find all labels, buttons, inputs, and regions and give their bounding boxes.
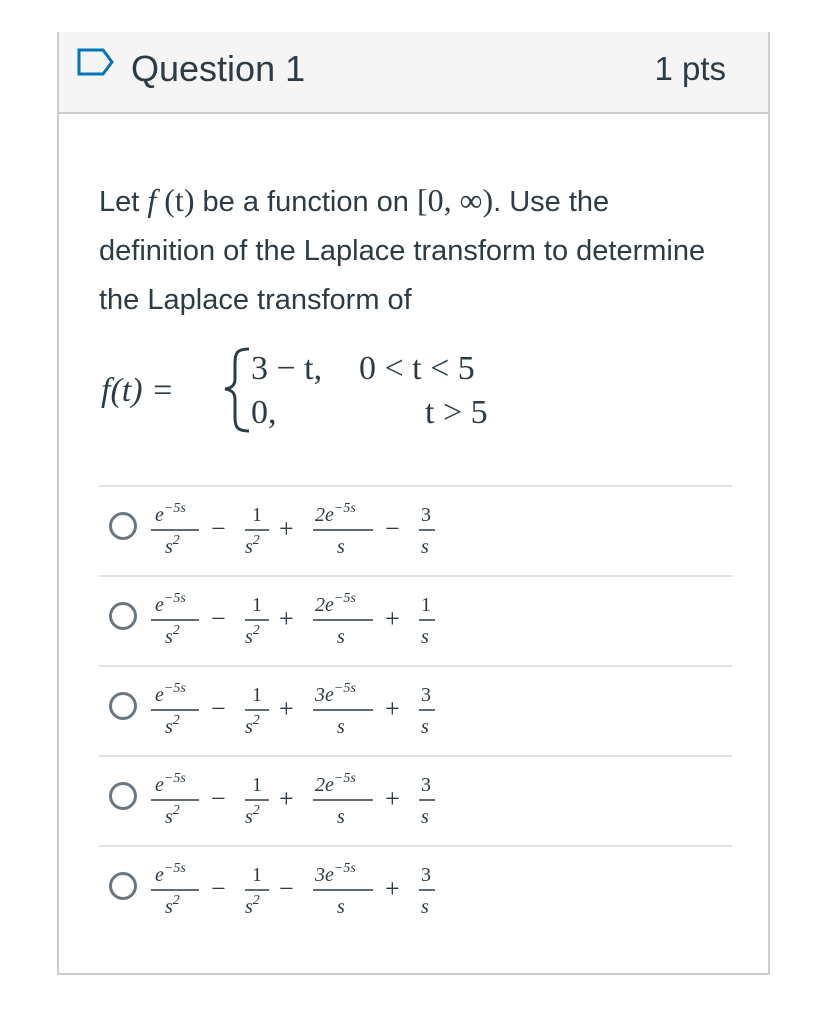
term4-numerator: 3 <box>421 774 431 796</box>
term2-numerator: 1 <box>252 774 262 796</box>
term4-numerator: 1 <box>421 594 431 616</box>
formula-case2-cond: t > 5 <box>425 394 488 431</box>
term3-denominator: s <box>337 626 345 648</box>
operator-3: − <box>385 514 400 543</box>
prompt-text-1: Let <box>99 186 148 218</box>
radio-button[interactable] <box>109 512 137 540</box>
answer-option[interactable] <box>99 485 732 575</box>
question-points: 1 pts <box>654 50 726 87</box>
answer-expression <box>149 857 449 923</box>
question-prompt <box>99 176 719 325</box>
radio-button[interactable] <box>109 782 137 810</box>
operator-1: − <box>211 874 226 903</box>
formula-lhs: f(t) = <box>101 372 174 409</box>
term2-numerator: 1 <box>252 864 262 886</box>
term1-numerator: $e^{-5s}$ <box>155 771 186 796</box>
operator-2: − <box>279 874 294 903</box>
term2-denominator: $s^2$ <box>245 623 260 648</box>
term4-numerator: 3 <box>421 504 431 526</box>
answer-expression <box>149 677 449 743</box>
radio-button[interactable] <box>109 692 137 720</box>
term4-denominator: s <box>421 896 429 918</box>
term3-numerator: $2e^{-5s}$ <box>315 591 356 616</box>
operator-1: − <box>211 784 226 813</box>
prompt-interval: [0, ∞) <box>416 182 494 218</box>
term2-numerator: 1 <box>252 684 262 706</box>
term2-numerator: 1 <box>252 504 262 526</box>
question-card <box>57 32 770 975</box>
term1-denominator: $s^2$ <box>165 533 180 558</box>
answer-option[interactable] <box>99 755 732 845</box>
operator-2: + <box>279 694 294 723</box>
operator-2: + <box>279 514 294 543</box>
term3-denominator: s <box>337 536 345 558</box>
question-header <box>59 32 768 114</box>
radio-button[interactable] <box>109 872 137 900</box>
term3-denominator: s <box>337 806 345 828</box>
formula-case1-expr: 3 − t, <box>251 350 323 387</box>
answer-option[interactable] <box>99 575 732 665</box>
answer-expression <box>149 767 449 833</box>
term4-denominator: s <box>421 626 429 648</box>
term4-numerator: 3 <box>421 864 431 886</box>
term1-denominator: $s^2$ <box>165 803 180 828</box>
term3-numerator: $2e^{-5s}$ <box>315 771 356 796</box>
operator-2: + <box>279 784 294 813</box>
operator-3: + <box>385 874 400 903</box>
term1-numerator: $e^{-5s}$ <box>155 861 186 886</box>
term2-denominator: $s^2$ <box>245 713 260 738</box>
prompt-function-name: f <box>147 182 157 218</box>
flag-question-icon[interactable] <box>77 48 115 76</box>
term2-denominator: $s^2$ <box>245 533 260 558</box>
term2-denominator: $s^2$ <box>245 803 260 828</box>
term4-denominator: s <box>421 536 429 558</box>
term3-denominator: s <box>337 716 345 738</box>
operator-3: + <box>385 784 400 813</box>
operator-2: + <box>279 604 294 633</box>
operator-1: − <box>211 604 226 633</box>
radio-button[interactable] <box>109 602 137 630</box>
answer-option[interactable] <box>99 845 732 935</box>
term3-numerator: $3e^{-5s}$ <box>315 861 356 886</box>
operator-1: − <box>211 514 226 543</box>
term1-numerator: $e^{-5s}$ <box>155 501 186 526</box>
operator-3: + <box>385 604 400 633</box>
term1-numerator: $e^{-5s}$ <box>155 681 186 706</box>
answer-options <box>99 485 732 935</box>
question-title: Question 1 <box>131 48 306 89</box>
operator-1: − <box>211 694 226 723</box>
answer-option[interactable] <box>99 665 732 755</box>
term3-numerator: $2e^{-5s}$ <box>315 501 356 526</box>
formula-brace <box>225 349 249 431</box>
term2-numerator: 1 <box>252 594 262 616</box>
term3-numerator: $3e^{-5s}$ <box>315 681 356 706</box>
term3-denominator: s <box>337 896 345 918</box>
term1-denominator: $s^2$ <box>165 623 180 648</box>
term4-denominator: s <box>421 806 429 828</box>
answer-expression <box>149 497 449 563</box>
term2-denominator: $s^2$ <box>245 893 260 918</box>
answer-expression <box>149 587 449 653</box>
piecewise-formula <box>101 337 541 442</box>
term4-numerator: 3 <box>421 684 431 706</box>
term1-denominator: $s^2$ <box>165 713 180 738</box>
prompt-text-2: be a function on <box>194 186 417 218</box>
formula-case2-expr: 0, <box>251 394 277 431</box>
prompt-text-3: . Use the definition of the Laplace transform to determine the Laplace transform of <box>99 186 706 316</box>
prompt-function-arg: (t) <box>156 182 195 218</box>
formula-case1-cond: 0 < t < 5 <box>359 350 475 387</box>
term4-denominator: s <box>421 716 429 738</box>
term1-numerator: $e^{-5s}$ <box>155 591 186 616</box>
operator-3: + <box>385 694 400 723</box>
term1-denominator: $s^2$ <box>165 893 180 918</box>
